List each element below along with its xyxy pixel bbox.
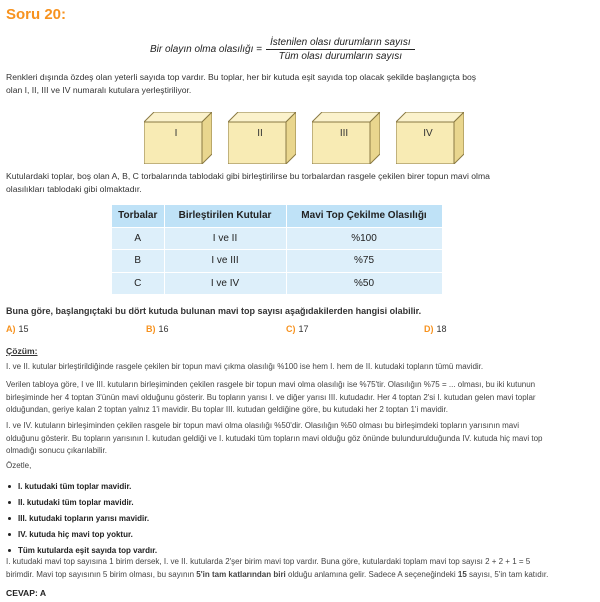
option-value: 17 xyxy=(298,324,309,334)
table-header-cell: Mavi Top Çekilme Olasılığı xyxy=(286,205,442,227)
list-item: IV. kutuda hiç mavi top yoktur. xyxy=(8,526,157,542)
option-b[interactable] xyxy=(146,324,169,334)
solution-paragraph-4: I. kutudaki mavi top sayısına 1 birim dersek, I. ve II. kutularda 2'şer birim mavi top vardır. Buna göre, kutulardaki toplam mavi top sayısı 2 + 2 + 1 = 5 birimdir. Mavi top sayısının 5 birim olması, bu sayının 5'in tam katlarından biri olduğu anlamına gelir. Sadece A seçeneğindeki 15 sayısı, 5'in tam katıdır. xyxy=(6,557,549,579)
table-row xyxy=(112,227,442,250)
table-header-cell: Birleştirilen Kutular xyxy=(164,205,286,227)
table-row xyxy=(112,250,442,273)
table-intro-paragraph: Kutulardaki toplar, boş olan A, B, C torbalarında tablodaki gibi birleştirilirse bu torbalardan rasgele çekilen birer topun mavi olma olasılıkları tablodaki gibi olmaktadır. xyxy=(6,171,490,194)
solution-paragraph-3: I. ve IV. kutuların birleşiminden çekilen rasgele bir topun mavi olma olasılığı %50'dir. Olasılığın %50 olması bu birleşimdeki topların yarısının mavi olduğunu gösterir. Bu topların yarısının I. kutudan geldiği ve I. kutudaki tüm topların mavi olduğu göz önünde bulundurulduğunda IV. kutuda hiç mavi top olmadığı sonucu çıkarılabilir. xyxy=(6,421,543,455)
probability-formula xyxy=(150,37,415,62)
list-item: I. kutudaki tüm toplar mavidir. xyxy=(8,478,157,494)
intro-paragraph: Renkleri dışında özdeş olan yeterli sayıda top vardır. Bu toplar, her bir kutuda eşit sayıda top olacak şekilde başlangıçta boş olan I, II, III ve IV numaralı kutulara yerleştiriliyor. xyxy=(6,72,477,95)
table-cell: %50 xyxy=(286,272,442,295)
option-value: 18 xyxy=(436,324,447,334)
formula-numerator: İstenilen olası durumların sayısı xyxy=(266,37,415,50)
bags-table xyxy=(112,205,443,295)
bullet-icon xyxy=(8,533,11,536)
box-label: IV xyxy=(423,128,433,139)
box-3 xyxy=(312,112,380,164)
bullet-icon xyxy=(8,485,11,488)
option-key: A) xyxy=(6,324,16,334)
box-4 xyxy=(396,112,464,164)
answer-text: CEVAP: A xyxy=(6,588,47,598)
bullet-icon xyxy=(8,501,11,504)
option-d[interactable] xyxy=(424,324,447,334)
table-cell: I ve III xyxy=(164,250,286,273)
table-cell: %100 xyxy=(286,227,442,250)
table-row xyxy=(112,272,442,295)
option-a[interactable] xyxy=(6,324,29,334)
question-text: Buna göre, başlangıçtaki bu dört kutuda bulunan mavi top sayısı aşağıdakilerden hangisi olabilir. xyxy=(6,306,422,316)
list-item: III. kutudaki topların yarısı mavidir. xyxy=(8,510,157,526)
option-key: D) xyxy=(424,324,434,334)
solution-paragraph-1: I. ve II. kutular birleştirildiğinde rasgele çekilen bir topun mavi çıkma olasılığı %100 ise hem I. hem de II. kutudaki topların tümü mavidir. xyxy=(6,362,484,371)
question-title: Soru 20: xyxy=(6,6,67,23)
option-key: B) xyxy=(146,324,156,334)
formula-denominator: Tüm olası durumların sayısı xyxy=(278,51,402,62)
formula-lhs: Bir olayın olma olasılığı = xyxy=(150,44,262,55)
table-cell: %75 xyxy=(286,250,442,273)
option-key: C) xyxy=(286,324,296,334)
bullet-icon xyxy=(8,549,11,552)
boxes-illustration xyxy=(144,112,464,164)
solution-heading: Çözüm: xyxy=(6,346,38,356)
formula-fraction xyxy=(266,37,415,62)
option-value: 15 xyxy=(18,324,29,334)
box-label: III xyxy=(339,128,349,139)
box-1 xyxy=(144,112,212,164)
list-item: II. kutudaki tüm toplar mavidir. xyxy=(8,494,157,510)
box-2 xyxy=(228,112,296,164)
table-header-row xyxy=(112,205,442,227)
option-value: 16 xyxy=(158,324,169,334)
box-label: II xyxy=(257,128,263,139)
table-cell: C xyxy=(112,272,164,295)
list-item: Tüm kutularda eşit sayıda top vardır. xyxy=(8,542,157,558)
solution-paragraph-2: Verilen tabloya göre, I ve III. kutuların birleşiminden çekilen rasgele bir topun mavi olma olasılığı ise %75'tir. Olasılığın %75 = ... olması, bu iki kutunun birleşiminde her 4 toptan 3'ünün mavi olduğunu gösterir. Bu topların yarısı I. ve diğer yarısı III. kutudadır. Her 4 toptan 2'si I. kutudan gelen mavi toplar olduğundan, geriye kalan 2 toptan yalnız 1'i mavidir. Bu toplar III. kutudan geldiğine göre, bu kutudaki her 2 toptan 1'i mavidir. xyxy=(6,380,536,414)
table-header-cell: Torbalar xyxy=(112,205,164,227)
table-cell: I ve IV xyxy=(164,272,286,295)
table-cell: A xyxy=(112,227,164,250)
summary-label: Özetle, xyxy=(6,461,32,470)
box-label: I xyxy=(174,128,178,139)
bullet-icon xyxy=(8,517,11,520)
table-cell: B xyxy=(112,250,164,273)
option-c[interactable] xyxy=(286,324,309,334)
table-cell: I ve II xyxy=(164,227,286,250)
summary-list xyxy=(8,478,157,558)
